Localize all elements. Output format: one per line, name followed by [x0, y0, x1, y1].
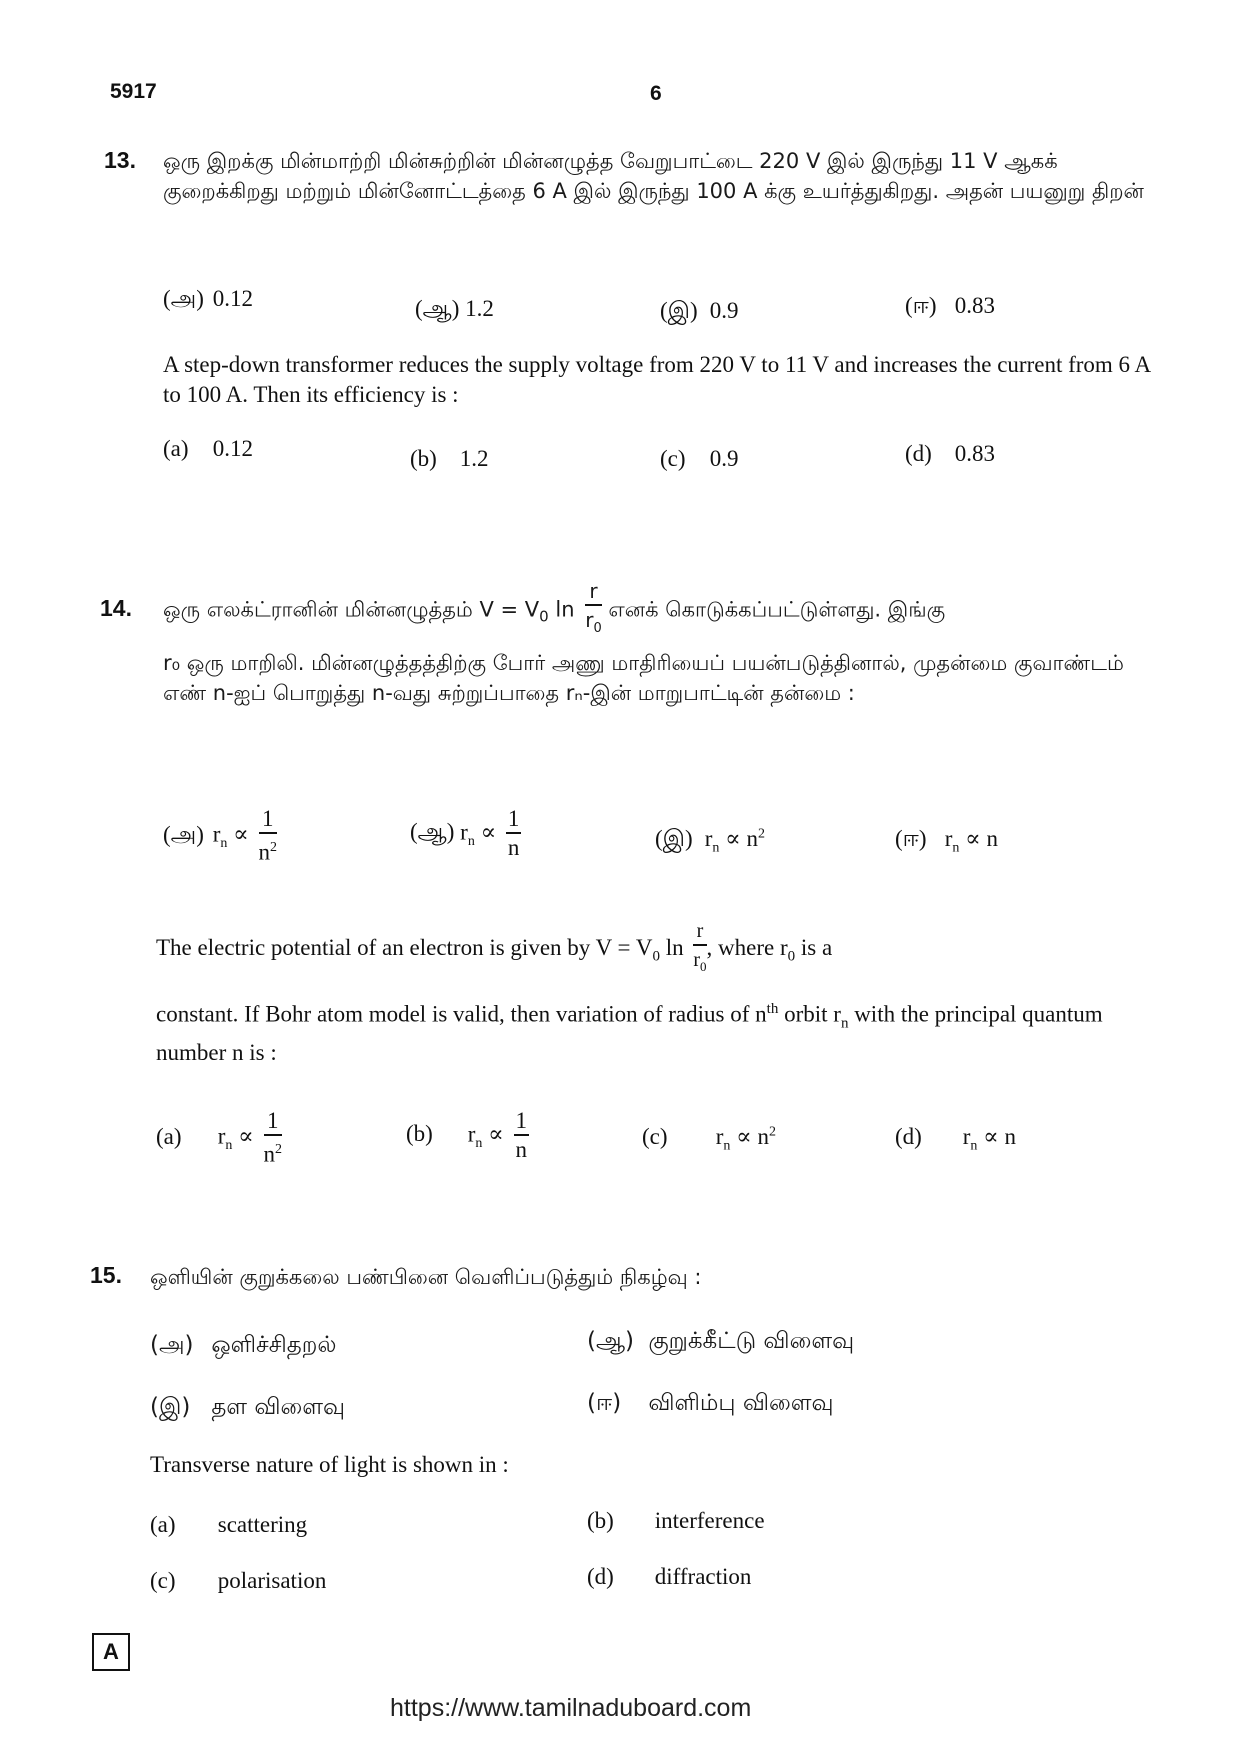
q14-tamil-text-1: ஒரு எலக்ட்ரானின் மின்னழுத்தம் V = V — [163, 597, 540, 622]
option-label: (இ) — [660, 298, 698, 323]
q14-tamil-option-c: (இ) $r_n \propto n^2$ — [655, 826, 765, 856]
q14-tamil-option-b: (ஆ) $r_n$ ∝ $\frac{1}{n}$ — [410, 806, 520, 860]
q14-english-text-1: The electric potential of an electron is given by V = V — [156, 935, 653, 960]
proportional-symbol: ∝ — [983, 1124, 999, 1149]
q14-english-text-6: with the principal quantum number n is : — [156, 1001, 1103, 1066]
q13-tamil-text: ஒரு இறக்கு மின்மாற்றி மின்சுற்றின் மின்னழுத்த வேறுபாட்டை 220 V இல் இருந்து 11 V ஆகக் குறைக்கிறது மற்றும் மின்னோட்டத்தை 6 A இல் இருந்து 100 A க்கு உயர்த்துகிறது. அதன் பயனுறு திறன் — [163, 149, 1144, 203]
option-label: (d) — [895, 1124, 922, 1149]
option-label: (இ) — [150, 1394, 191, 1420]
option-value: குறுக்கீட்டு விளைவு — [648, 1328, 855, 1354]
q15-option-a — [150, 1512, 307, 1538]
option-label: (b) — [410, 446, 437, 471]
option-label: (d) — [587, 1564, 614, 1589]
question-number-14: 14. — [100, 595, 132, 621]
option-value: diffraction — [654, 1564, 752, 1589]
proportional-symbol: ∝ — [233, 821, 249, 847]
set-code-box: A — [92, 1633, 130, 1671]
q13-tamil-option-b — [415, 296, 494, 325]
q14-english-line-2: constant. If Bohr atom model is valid, then variation of radius of $n^{th}$ orbit $r_n$ with the principal quantum number n is : — [156, 1001, 1103, 1066]
option-label: (ஈ) — [587, 1390, 622, 1416]
proportional-symbol: ∝ — [736, 1124, 752, 1149]
q13-option-d — [905, 441, 995, 467]
option-value: 0.9 — [709, 298, 739, 323]
option-label: (ஆ) — [587, 1328, 635, 1354]
q15-tamil-text: ஒளியின் குறுக்கலை பண்பினை வெளிப்படுத்தும் நிகழ்வு : — [150, 1265, 702, 1289]
q14-option-a: (a) $r_n$ ∝ $\frac{1}{n^2}$ — [156, 1108, 282, 1167]
option-label: (ஆ) — [415, 296, 460, 321]
option-value: 0.12 — [212, 436, 253, 461]
q14-tamil-line-1 — [163, 578, 1158, 648]
q13-tamil-option-c — [660, 298, 739, 327]
option-label: (அ) — [163, 821, 204, 847]
proportional-symbol: ∝ — [238, 1123, 254, 1149]
q15-english-text: Transverse nature of light is shown in : — [150, 1452, 509, 1477]
option-label: (a) — [150, 1512, 176, 1537]
ln-symbol: ln — [555, 597, 575, 622]
r-over-r0-fraction: $\frac{r}{r_0}$ — [585, 579, 602, 636]
proportional-symbol: ∝ — [725, 826, 741, 851]
option-value: 0.12 — [212, 286, 253, 311]
page-number: 6 — [650, 82, 662, 105]
q13-option-b — [410, 446, 489, 472]
proportional-symbol: ∝ — [480, 819, 497, 845]
q14-option-d: (d) $r_n \propto n$ — [895, 1124, 1016, 1154]
fraction: $\frac{1}{n^2}$ — [258, 806, 277, 865]
option-label: (ஈ) — [905, 293, 937, 318]
option-value: interference — [654, 1508, 765, 1533]
option-value: 0.83 — [954, 441, 995, 466]
proportional-symbol: ∝ — [488, 1121, 504, 1147]
q15-option-c — [150, 1568, 326, 1594]
question-number-15: 15. — [90, 1262, 122, 1288]
q13-tamil-option-d — [905, 293, 995, 322]
q14-tamil-option-d: (ஈ) $r_n \propto n$ — [895, 826, 998, 856]
option-label: (a) — [156, 1123, 182, 1149]
option-value: 1.2 — [465, 296, 494, 321]
q14-english-text-3: is a — [795, 935, 833, 960]
fraction: $\frac{1}{n^2}$ — [263, 1108, 282, 1167]
option-value: 0.83 — [954, 293, 995, 318]
paper-code: 5917 — [110, 80, 157, 103]
proportional-symbol: ∝ — [965, 826, 981, 851]
option-label: (d) — [905, 441, 932, 466]
subscript: 0 — [539, 607, 549, 626]
option-label: (c) — [642, 1124, 668, 1149]
q15-option-b — [587, 1508, 765, 1534]
q13-english-text: A step-down transformer reduces the supply voltage from 220 V to 11 V and increases the current from 6 A to 100 A. Then its efficiency is : — [163, 352, 1150, 407]
option-label: (அ) — [163, 286, 204, 311]
option-value: ஒளிச்சிதறல் — [211, 1332, 337, 1358]
q14-tamil-option-a: (அ) $r_n$ ∝ $\frac{1}{n^2}$ — [163, 806, 277, 865]
q15-tamil-option-c — [150, 1392, 345, 1422]
option-label: (அ) — [150, 1332, 194, 1358]
q14-english-text-5: orbit r — [778, 1001, 841, 1027]
q14-english-text-4: constant. If Bohr atom model is valid, then variation of radius of n — [156, 1001, 767, 1027]
option-value: 1.2 — [459, 446, 489, 471]
q14-english-line-1: The electric potential of an electron is given by $V = V_0$ ln $\frac{r}{r_0}$ , where $r_0$ is a — [156, 918, 1156, 987]
option-value: தள விளைவு — [211, 1394, 346, 1420]
option-label: (b) — [406, 1121, 433, 1147]
question-number-13: 13. — [104, 147, 136, 173]
r-over-r0-fraction: $\frac{r}{r_0}$ — [693, 920, 707, 975]
q15-tamil-option-b — [587, 1326, 854, 1356]
q13-option-a — [163, 436, 253, 462]
option-label: (இ) — [655, 826, 693, 851]
q15-tamil-option-a — [150, 1330, 337, 1360]
q13-tamil-option-a — [163, 286, 253, 315]
q14-option-b: (b) $r_n$ ∝ $\frac{1}{n}$ — [406, 1108, 527, 1162]
fraction: $\frac{1}{n}$ — [507, 806, 520, 860]
q14-tamil-text-2: எனக் கொடுக்கப்பட்டுள்ளது. இங்கு — [601, 597, 946, 622]
q14-tamil-text-3: r₀ ஒரு மாறிலி. மின்னழுத்தத்திற்கு போர் அணு மாதிரியைப் பயன்படுத்தினால், முதன்மை குவாண்டம் எண் n-ஐப் பொறுத்து n-வது சுற்றுப்பாதை rₙ-இன் மாறுபாட்டின் தன்மை : — [163, 651, 1124, 705]
q15-option-d — [587, 1564, 751, 1590]
option-label: (a) — [163, 436, 189, 461]
option-value: polarisation — [217, 1568, 327, 1593]
q14-english-text-2: , where r — [706, 935, 788, 960]
option-value: விளிம்பு விளைவு — [648, 1390, 834, 1416]
option-label: (b) — [587, 1508, 614, 1533]
option-value: 0.9 — [709, 446, 739, 471]
option-label: (ஆ) — [410, 819, 455, 845]
option-label: (c) — [660, 446, 686, 471]
option-label: (c) — [150, 1568, 176, 1593]
q13-option-c — [660, 446, 739, 472]
option-value: scattering — [217, 1512, 308, 1537]
source-url[interactable]: https://www.tamilnaduboard.com — [390, 1694, 752, 1722]
q14-option-c: (c) $r_n \propto n^2$ — [642, 1124, 776, 1154]
fraction: $\frac{1}{n}$ — [515, 1108, 527, 1162]
option-label: (ஈ) — [895, 826, 927, 851]
q15-tamil-option-d — [587, 1388, 834, 1418]
